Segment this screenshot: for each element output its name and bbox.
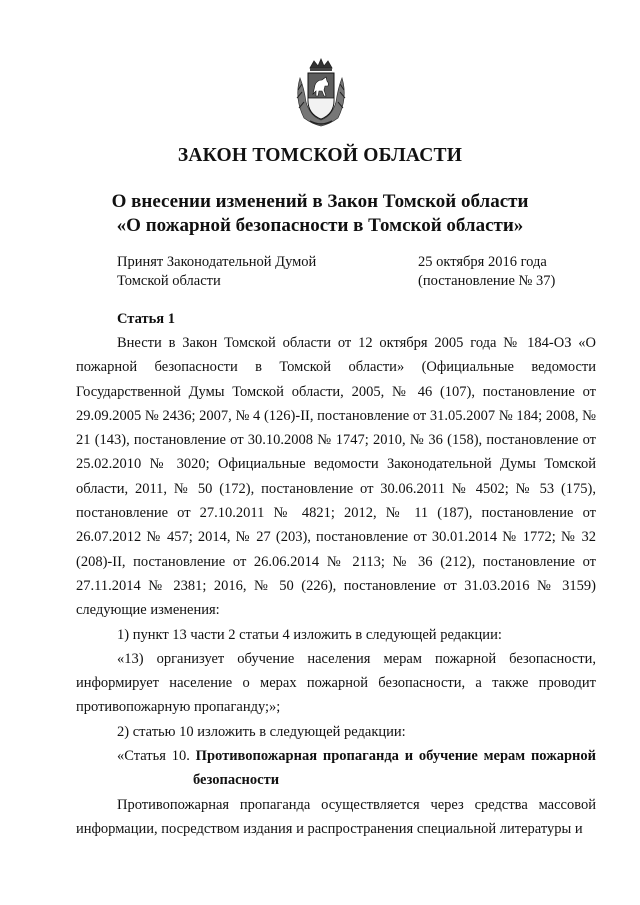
article-intro-paragraph: Внести в Закон Томской области от 12 октября 2005 года № 184-ОЗ «О пожарной безопасности в Томской области» (Официальные ведомости Государственной Думы Томской области, 2005, № 46 (107), постановление от 29.09.2005 № 2436; 2007, № 4 (126)-II, постановление от 31.05.2007 № 184; 2008, № 21 (143), постановление от 30.10.2008 № 1747; 2010, № 36 (158), постановление от 25.02.2010 № 3020; Официальные ведомости Законодательной Думы Томской области, 2011, № 50 (172), постановление от 30.06.2011 № 4502; № 53 (175), постановление от 27.10.2011 № 4821; 2012, № 11 (187), постановление от 26.07.2012 № 457; 2014, № 27 (203), постановление от 30.01.2014 № 1772; № 32 (208)-II, постановление от 26.06.2014 № 2113; № 36 (212), постановление от 27.11.2014 № 2381; 2016, № 50 (226), постановление от 31.03.2016 № 3159) следующие изменения:	[76, 335, 596, 619]
article-heading: Статья 1	[117, 311, 175, 327]
adopted-by-line-2: Томской области	[117, 273, 221, 289]
coat-of-arms-icon	[290, 58, 352, 128]
adopted-by-block	[117, 253, 316, 291]
article-10-heading	[76, 744, 596, 793]
item-1-quote-paragraph: «13) организует обучение населения мерам пожарной безопасности, информирует население о мерах пожарной безопасности, а также проводит противопожарную пропаганду;»;	[76, 650, 596, 716]
article-10-text: Противопожарная пропаганда осуществляется через средства массовой информации, посредством издания и распространения специальной литературы и	[76, 796, 596, 837]
law-title: ЗАКОН ТОМСКОЙ ОБЛАСТИ	[177, 145, 463, 166]
item-2-paragraph: 2) статью 10 изложить в следующей редакции:	[117, 723, 406, 740]
law-subject	[0, 190, 640, 238]
article-10-title: Противопожарная пропаганда и обучение мерам пожарной безопасности	[193, 748, 596, 789]
subject-line-1: О внесении изменений в Закон Томской области	[111, 191, 529, 212]
adopted-by-line-1: Принят Законодательной Думой	[117, 254, 317, 270]
article-body	[76, 331, 596, 841]
adoption-date: 25 октября 2016 года	[418, 254, 547, 270]
article-10-prefix: «Статья 10.	[117, 748, 196, 765]
subject-line-2: «О пожарной безопасности в Томской области»	[116, 215, 524, 236]
resolution-number: (постановление № 37)	[418, 273, 556, 289]
adoption-date-block	[418, 253, 555, 291]
item-1-paragraph: 1) пункт 13 части 2 статьи 4 изложить в следующей редакции:	[117, 626, 502, 643]
